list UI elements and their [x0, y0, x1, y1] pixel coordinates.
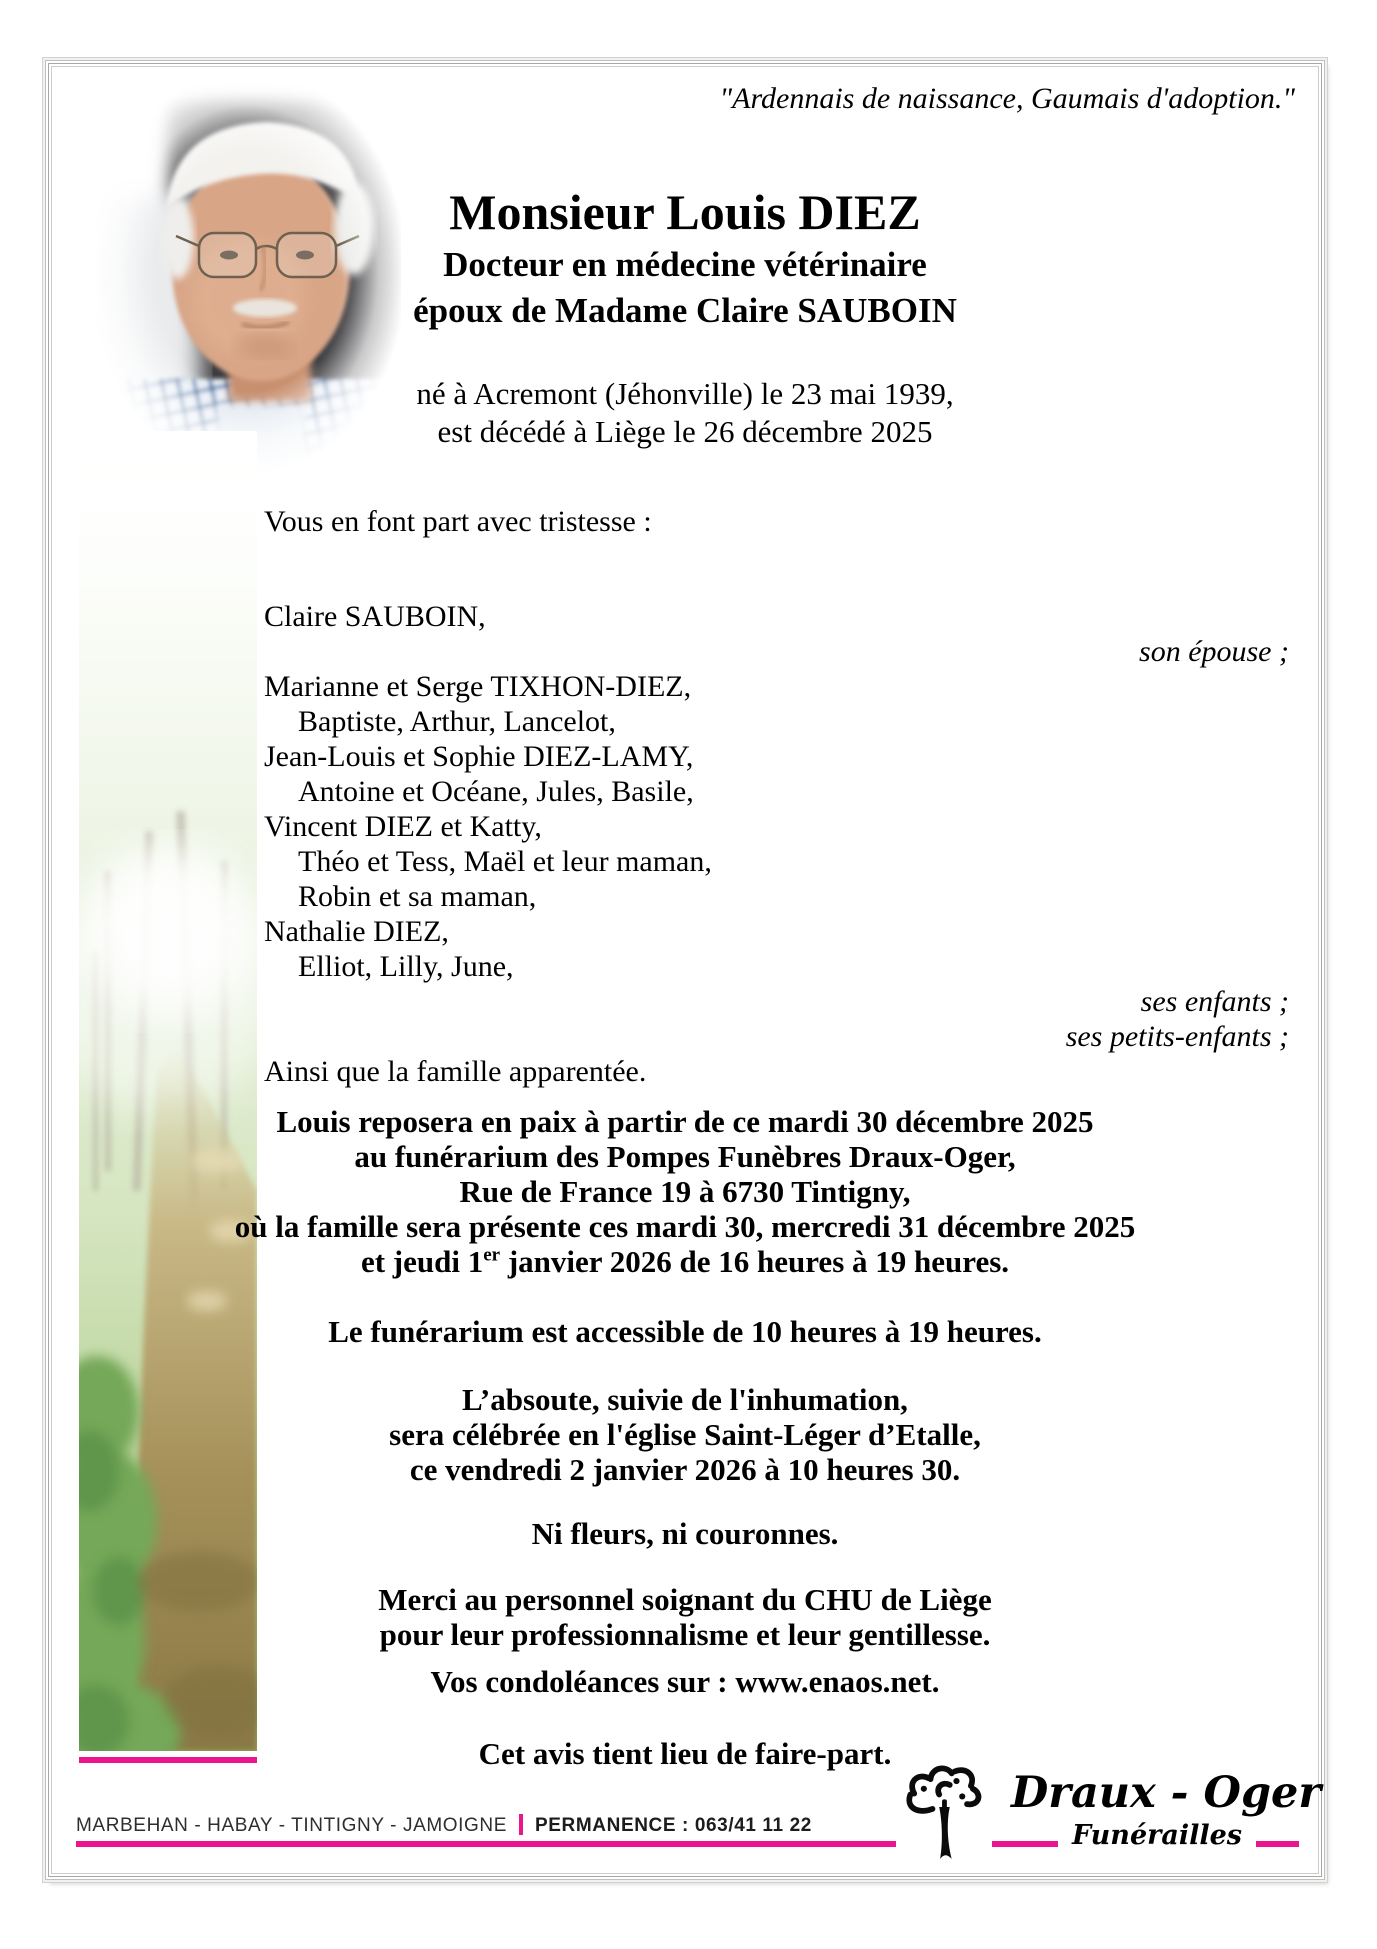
- flowers-line: Ni fleurs, ni couronnes.: [531, 1516, 839, 1551]
- deceased-profession: Docteur en médecine vétérinaire: [443, 245, 927, 284]
- brand-logo: [1011, 1768, 1322, 1853]
- repose-line: Louis reposera en paix à partir de ce mardi 30 décembre 2025: [276, 1104, 1094, 1139]
- repose-paragraph: [49, 1104, 1321, 1279]
- role-children: ses enfants ;: [1140, 985, 1289, 1018]
- notice-line: Cet avis tient lieu de faire-part.: [478, 1736, 892, 1771]
- role-grandchildren: ses petits-enfants ;: [1065, 1020, 1289, 1053]
- family-line: Jean-Louis et Sophie DIEZ-LAMY,: [264, 740, 694, 773]
- family-line: Antoine et Océane, Jules, Basile,: [298, 775, 694, 808]
- family-line: Elliot, Lilly, June,: [298, 950, 514, 983]
- service-line: sera célébrée en l'église Saint-Léger d’Etalle,: [389, 1417, 981, 1452]
- tree-icon: [896, 1759, 992, 1863]
- birth-line: né à Acremont (Jéhonville) le 23 mai 1939,: [416, 376, 954, 411]
- thanks-line: Merci au personnel soignant du CHU de Liège: [378, 1582, 992, 1617]
- repose-line: où la famille sera présente ces mardi 30, mercredi 31 décembre 2025: [234, 1209, 1136, 1244]
- footer-locations: MARBEHAN - HABAY - TINTIGNY - JAMOIGNE: [76, 1815, 508, 1836]
- ordinal-superscript: er: [483, 1244, 501, 1266]
- service-line: ce vendredi 2 janvier 2026 à 10 heures 30.: [409, 1452, 961, 1487]
- footer-info: [76, 1814, 812, 1837]
- brand-subtitle: Funérailles: [1058, 1819, 1256, 1853]
- brand-name: Draux - Oger: [1011, 1768, 1322, 1818]
- deceased-spouse-line: époux de Madame Claire SAUBOIN: [413, 290, 957, 330]
- thanks-paragraph: [49, 1582, 1321, 1652]
- role-spouse: son épouse ;: [1139, 635, 1289, 668]
- family-closing: Ainsi que la famille apparentée.: [264, 1055, 647, 1088]
- brand-tree-icon: [896, 1759, 992, 1867]
- family-line: Théo et Tess, Maël et leur maman,: [298, 845, 712, 878]
- family-line: Nathalie DIEZ,: [264, 915, 449, 948]
- family-intro: Vous en font part avec tristesse :: [264, 505, 652, 538]
- thanks-line: pour leur professionnalisme et leur gentillesse.: [379, 1617, 991, 1652]
- family-line: Baptiste, Arthur, Lancelot,: [298, 705, 616, 738]
- repose-line: Rue de France 19 à 6730 Tintigny,: [459, 1174, 911, 1209]
- forest-illustration: [79, 431, 257, 1751]
- family-line: Vincent DIEZ et Katty,: [264, 810, 542, 843]
- repose-line-part: janvier 2026 de 16 heures à 19 heures.: [500, 1244, 1010, 1279]
- deceased-name: Monsieur Louis DIEZ: [449, 184, 921, 240]
- death-line: est décédé à Liège le 26 décembre 2025: [437, 414, 933, 449]
- repose-line: au funérarium des Pompes Funèbres Draux-Oger,: [354, 1139, 1016, 1174]
- memorial-quote: "Ardennais de naissance, Gaumais d'adoption.": [719, 82, 1295, 115]
- repose-line-part: et jeudi 1: [360, 1244, 484, 1279]
- family-line: Marianne et Serge TIXHON-DIEZ,: [264, 670, 692, 703]
- footer-separator-bar: [519, 1814, 523, 1835]
- family-block: [264, 504, 1289, 1089]
- family-line: Robin et sa maman,: [298, 880, 537, 913]
- family-spouse: Claire SAUBOIN,: [264, 600, 486, 633]
- condolences-line: Vos condoléances sur : www.enaos.net.: [430, 1664, 940, 1699]
- header-block: [49, 182, 1321, 451]
- service-line: L’absoute, suivie de l'inhumation,: [462, 1382, 908, 1417]
- access-line: Le funérarium est accessible de 10 heures à 19 heures.: [328, 1314, 1042, 1349]
- repose-line: [49, 1244, 1321, 1279]
- forest-path-photo: [79, 431, 257, 1763]
- page-frame: [48, 63, 1322, 1877]
- service-paragraph: [49, 1382, 1321, 1487]
- life-dates: [49, 375, 1321, 451]
- footer-permanence: PERMANENCE : 063/41 11 22: [535, 1815, 812, 1836]
